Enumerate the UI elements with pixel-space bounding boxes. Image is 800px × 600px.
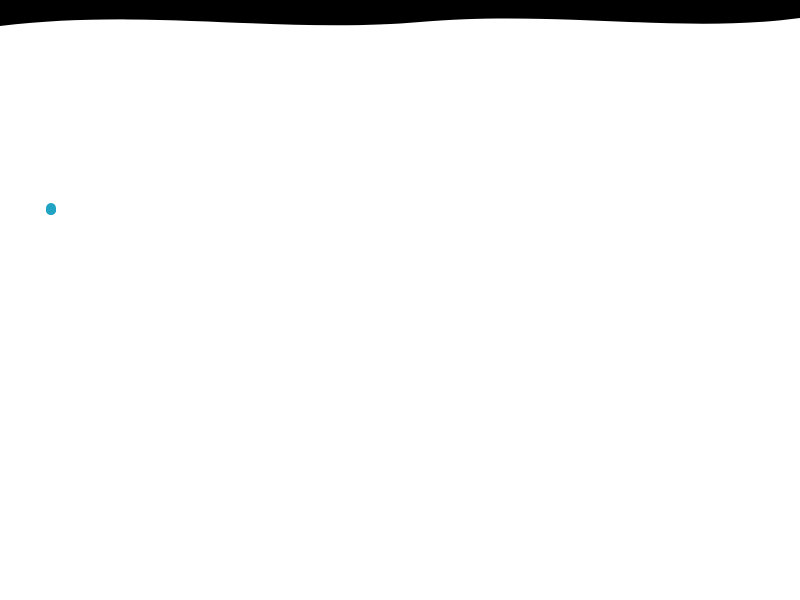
top-wave-decoration	[0, 0, 800, 60]
bullet-icon	[46, 205, 56, 215]
sport-icons-row	[300, 513, 800, 600]
requirements-list	[46, 198, 746, 200]
